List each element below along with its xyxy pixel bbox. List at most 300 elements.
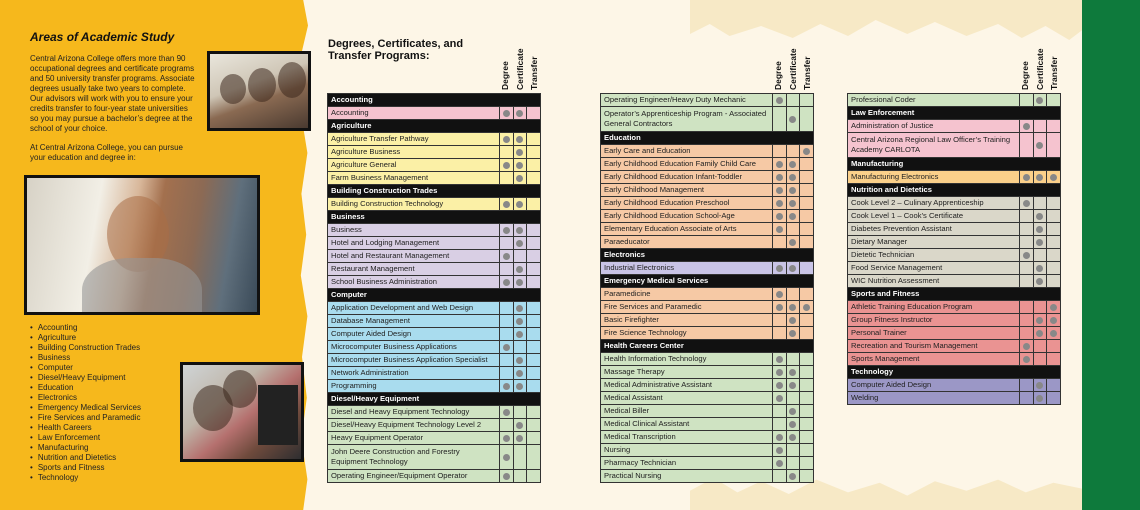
offered-dot-icon [789,200,796,207]
offering-cell-certificate [1033,353,1047,366]
offering-cell-certificate [786,184,800,197]
offered-dot-icon [776,291,783,298]
offering-cell-degree [499,380,513,393]
program-name: Early Childhood Education Preschool [601,197,773,210]
program-name: Industrial Electronics [601,262,773,275]
program-name: John Deere Construction and Forestry Equipment Technology [328,445,500,470]
program-name: Business [328,224,500,237]
offered-dot-icon [516,318,523,325]
offering-cell-transfer [800,431,814,444]
program-row [328,172,541,185]
offering-cell-transfer [527,146,541,159]
offering-cell-transfer [527,133,541,146]
offering-cell-transfer [1047,249,1061,262]
offering-cell-degree [772,418,786,431]
offered-dot-icon [1050,304,1057,311]
offering-cell-degree [499,198,513,211]
offering-cell-degree [772,327,786,340]
offering-cell-degree [499,315,513,328]
offering-cell-transfer [800,379,814,392]
offering-cell-certificate [513,380,527,393]
offered-dot-icon [776,200,783,207]
program-row [848,262,1061,275]
offering-cell-certificate [786,107,800,132]
offering-cell-degree [772,158,786,171]
offering-cell-certificate [1033,133,1047,158]
offering-cell-certificate [1033,94,1047,107]
offered-dot-icon [1036,97,1043,104]
offering-cell-degree [772,353,786,366]
offering-cell-certificate [1033,314,1047,327]
offering-cell-certificate [786,418,800,431]
program-row [601,145,814,158]
program-row [328,419,541,432]
area-item: • Electronics [30,393,141,403]
program-row [601,236,814,249]
offered-dot-icon [776,161,783,168]
offering-cell-certificate [786,223,800,236]
program-row [328,133,541,146]
offering-cell-certificate [513,367,527,380]
program-row [601,353,814,366]
program-name: Personal Trainer [848,327,1020,340]
offering-cell-transfer [1047,327,1061,340]
offered-dot-icon [789,421,796,428]
program-row [601,457,814,470]
offering-cell-transfer [800,197,814,210]
program-name: Programming [328,380,500,393]
offering-cell-transfer [527,341,541,354]
programs-table-3 [847,93,1061,405]
offered-dot-icon [503,383,510,390]
offering-cell-transfer [1047,314,1061,327]
program-row [848,340,1061,353]
category-row [328,289,541,302]
offering-cell-transfer [1047,353,1061,366]
offering-cell-degree [772,262,786,275]
offering-cell-degree [772,431,786,444]
program-name: Computer Aided Design [328,328,500,341]
offering-cell-degree [1019,171,1033,184]
offering-cell-certificate [1033,236,1047,249]
offered-dot-icon [516,383,523,390]
offered-dot-icon [776,447,783,454]
area-item: • Sports and Fitness [30,463,141,473]
offering-cell-transfer [800,470,814,483]
offering-cell-degree [772,301,786,314]
program-name: Diabetes Prevention Assistant [848,223,1020,236]
offering-cell-degree [772,223,786,236]
category-label: Emergency Medical Services [601,275,814,288]
program-row [601,379,814,392]
offering-cell-degree [1019,262,1033,275]
offering-cell-degree [1019,236,1033,249]
offering-cell-degree [772,392,786,405]
offering-cell-certificate [786,314,800,327]
program-name: Early Childhood Management [601,184,773,197]
program-row [328,367,541,380]
program-row [601,327,814,340]
offering-cell-degree [499,159,513,172]
offering-cell-transfer [527,380,541,393]
program-name: Dietary Manager [848,236,1020,249]
program-row [601,197,814,210]
area-item: • Manufacturing [30,443,141,453]
program-name: Medical Clinical Assistant [601,418,773,431]
offering-cell-certificate [513,419,527,432]
program-row [848,223,1061,236]
offered-dot-icon [516,370,523,377]
area-item: • Education [30,383,141,393]
offered-dot-icon [516,175,523,182]
offered-dot-icon [789,161,796,168]
offering-cell-transfer [527,406,541,419]
offered-dot-icon [516,227,523,234]
offered-dot-icon [516,201,523,208]
offering-cell-certificate [786,210,800,223]
program-name: Health Information Technology [601,353,773,366]
offering-cell-certificate [786,94,800,107]
offered-dot-icon [1023,174,1030,181]
program-name: Early Care and Education [601,145,773,158]
offering-cell-degree [1019,392,1033,405]
offering-cell-certificate [786,301,800,314]
offering-cell-certificate [513,198,527,211]
program-row [601,470,814,483]
offered-dot-icon [789,174,796,181]
offering-cell-certificate [513,237,527,250]
offering-cell-certificate [513,224,527,237]
offered-dot-icon [776,356,783,363]
offered-dot-icon [789,382,796,389]
offering-cell-transfer [1047,275,1061,288]
program-name: Diesel and Heavy Equipment Technology [328,406,500,419]
offering-cell-certificate [513,146,527,159]
program-name: Microcomputer Business Applications [328,341,500,354]
category-row [601,132,814,145]
offering-cell-transfer [1047,197,1061,210]
offered-dot-icon [1023,356,1030,363]
category-row [328,94,541,107]
offering-cell-certificate [513,354,527,367]
offering-cell-transfer [527,224,541,237]
program-row [848,392,1061,405]
offering-cell-transfer [800,405,814,418]
offering-cell-degree [499,354,513,367]
programs-table-2 [600,93,814,483]
offered-dot-icon [789,239,796,246]
offered-dot-icon [776,369,783,376]
category-row [601,340,814,353]
category-row [328,211,541,224]
offered-dot-icon [1036,382,1043,389]
offering-cell-transfer [527,315,541,328]
offering-cell-transfer [1047,210,1061,223]
column-header-certificate: Certificate [514,48,525,90]
offered-dot-icon [516,422,523,429]
offering-cell-certificate [786,171,800,184]
offered-dot-icon [1050,317,1057,324]
program-row [601,94,814,107]
offering-cell-transfer [800,107,814,132]
program-name: Computer Aided Design [848,379,1020,392]
offering-cell-certificate [513,107,527,120]
program-row [601,444,814,457]
offering-cell-certificate [513,315,527,328]
column-header-degree: Degree [773,61,783,90]
offering-cell-certificate [1033,171,1047,184]
offering-cell-degree [772,184,786,197]
offering-cell-transfer [800,301,814,314]
student-portrait-photo [24,175,260,315]
offering-cell-certificate [786,366,800,379]
program-name: Agriculture General [328,159,500,172]
offering-cell-certificate [786,392,800,405]
offered-dot-icon [1036,330,1043,337]
offering-cell-transfer [1047,94,1061,107]
offering-cell-degree [499,367,513,380]
offering-cell-transfer [800,94,814,107]
column-header-transfer: Transfer [802,56,812,90]
program-row [328,198,541,211]
offered-dot-icon [789,187,796,194]
program-name: Recreation and Tourism Management [848,340,1020,353]
offered-dot-icon [516,331,523,338]
offered-dot-icon [776,460,783,467]
program-row [328,380,541,393]
offered-dot-icon [503,435,510,442]
offered-dot-icon [776,395,783,402]
offering-cell-transfer [527,419,541,432]
offered-dot-icon [776,382,783,389]
area-item: • Business [30,353,141,363]
programs-table-1 [327,93,541,483]
offering-cell-degree [772,405,786,418]
offered-dot-icon [789,116,796,123]
program-name: WIC Nutrition Assessment [848,275,1020,288]
program-row [328,276,541,289]
offering-cell-transfer [527,237,541,250]
offering-cell-transfer [1047,379,1061,392]
offered-dot-icon [1023,123,1030,130]
category-label: Agriculture [328,120,541,133]
offered-dot-icon [1023,343,1030,350]
program-row [848,120,1061,133]
offered-dot-icon [776,97,783,104]
offering-cell-degree [499,419,513,432]
offering-cell-degree [772,444,786,457]
offered-dot-icon [516,305,523,312]
program-row [601,405,814,418]
program-row [601,107,814,132]
offering-cell-transfer [800,418,814,431]
offered-dot-icon [789,369,796,376]
offered-dot-icon [516,136,523,143]
category-row [328,393,541,406]
offering-cell-certificate [786,158,800,171]
program-name: Cook Level 1 – Cook’s Certificate [848,210,1020,223]
offered-dot-icon [789,265,796,272]
offering-cell-certificate [513,470,527,483]
area-item: • Computer [30,363,141,373]
program-row [601,288,814,301]
offering-cell-degree [499,328,513,341]
offering-cell-degree [772,197,786,210]
offering-cell-certificate [1033,223,1047,236]
program-row [601,392,814,405]
offering-cell-certificate [513,445,527,470]
offered-dot-icon [1036,265,1043,272]
offered-dot-icon [503,110,510,117]
program-row [848,197,1061,210]
program-row [601,301,814,314]
offering-cell-transfer [800,366,814,379]
area-item: • Emergency Medical Services [30,403,141,413]
area-item: • Technology [30,473,141,483]
area-item: • Agriculture [30,333,141,343]
offered-dot-icon [789,304,796,311]
program-row [601,210,814,223]
program-row [328,470,541,483]
offered-dot-icon [789,408,796,415]
intro-paragraph-2: At Central Arizona College, you can pursue your education and degree in: [30,143,183,162]
offering-cell-transfer [800,158,814,171]
program-name: Hotel and Restaurant Management [328,250,500,263]
offering-cell-transfer [527,159,541,172]
offering-cell-degree [772,470,786,483]
program-name: Operating Engineer/Heavy Duty Mechanic [601,94,773,107]
program-name: Agriculture Transfer Pathway [328,133,500,146]
offered-dot-icon [503,162,510,169]
offering-cell-degree [772,94,786,107]
program-row [328,250,541,263]
offering-cell-certificate [1033,327,1047,340]
offering-cell-degree [772,457,786,470]
offered-dot-icon [503,136,510,143]
offered-dot-icon [789,213,796,220]
category-label: Building Construction Trades [328,185,541,198]
category-label: Health Careers Center [601,340,814,353]
offering-cell-degree [772,379,786,392]
offering-cell-transfer [1047,133,1061,158]
offered-dot-icon [503,201,510,208]
area-item: • Accounting [30,323,141,333]
offering-cell-degree [772,145,786,158]
offering-cell-degree [499,470,513,483]
program-row [328,341,541,354]
offered-dot-icon [789,434,796,441]
section-title: Areas of Academic Study [30,30,175,44]
areas-list [30,323,141,483]
program-name: Paraeducator [601,236,773,249]
offering-cell-transfer [527,354,541,367]
program-name: Early Childhood Education School-Age [601,210,773,223]
intro-paragraph: Central Arizona College offers more than 90 occupational degrees and certificate programs and 50 university transfer programs. Associate degrees usually take two years to complete. Our advisors will work with you to ensure your credits transfer to four-year state universities so you may pursue a bachelor’s degree at the school of your choice. [30,54,195,133]
offering-cell-certificate [786,327,800,340]
offered-dot-icon [1036,213,1043,220]
offering-cell-transfer [527,198,541,211]
program-row [328,445,541,470]
offering-cell-degree [499,445,513,470]
offering-cell-degree [772,107,786,132]
offering-cell-certificate [513,159,527,172]
offering-cell-certificate [1033,340,1047,353]
program-row [601,262,814,275]
offered-dot-icon [1036,317,1043,324]
program-name: Administration of Justice [848,120,1020,133]
offering-cell-degree [499,172,513,185]
offering-cell-transfer [800,210,814,223]
offered-dot-icon [516,357,523,364]
offering-cell-degree [772,366,786,379]
program-row [848,353,1061,366]
program-name: Database Management [328,315,500,328]
offering-cell-degree [499,107,513,120]
offering-cell-transfer [527,367,541,380]
offered-dot-icon [1050,330,1057,337]
offered-dot-icon [789,473,796,480]
offering-cell-certificate [786,262,800,275]
program-name: Heavy Equipment Operator [328,432,500,445]
offering-cell-degree [1019,197,1033,210]
offering-cell-transfer [800,223,814,236]
offering-cell-certificate [513,276,527,289]
program-name: Agriculture Business [328,146,500,159]
offering-cell-degree [1019,120,1033,133]
offering-cell-transfer [800,444,814,457]
offered-dot-icon [803,304,810,311]
offered-dot-icon [503,454,510,461]
offering-cell-certificate [513,341,527,354]
category-label: Manufacturing [848,158,1061,171]
offered-dot-icon [516,266,523,273]
offered-dot-icon [1050,174,1057,181]
offering-cell-certificate [1033,379,1047,392]
offering-cell-certificate [513,302,527,315]
offered-dot-icon [789,317,796,324]
offering-cell-certificate [1033,249,1047,262]
programs-heading: Degrees, Certificates, and Transfer Programs: [328,38,464,62]
offered-dot-icon [516,279,523,286]
offering-cell-degree [1019,223,1033,236]
category-label: Diesel/Heavy Equipment [328,393,541,406]
offering-cell-degree [1019,275,1033,288]
area-item: • Nutrition and Dietetics [30,453,141,463]
program-row [601,223,814,236]
program-name: School Business Administration [328,276,500,289]
offering-cell-transfer [800,184,814,197]
program-name: Diesel/Heavy Equipment Technology Level 2 [328,419,500,432]
column-header-transfer: Transfer [1049,56,1059,90]
program-name: Welding [848,392,1020,405]
category-label: Education [601,132,814,145]
offering-cell-degree [499,133,513,146]
offered-dot-icon [1036,395,1043,402]
offered-dot-icon [503,253,510,260]
offering-cell-transfer [527,445,541,470]
column-header-transfer: Transfer [529,56,539,90]
program-name: Application Development and Web Design [328,302,500,315]
area-item: • Building Construction Trades [30,343,141,353]
offering-cell-degree [499,263,513,276]
program-name: Cook Level 2 – Culinary Apprenticeship [848,197,1020,210]
offered-dot-icon [1023,200,1030,207]
program-row [601,366,814,379]
offering-cell-certificate [513,133,527,146]
program-name: Early Childhood Education Infant-Toddler [601,171,773,184]
program-row [328,328,541,341]
offering-cell-degree [499,250,513,263]
